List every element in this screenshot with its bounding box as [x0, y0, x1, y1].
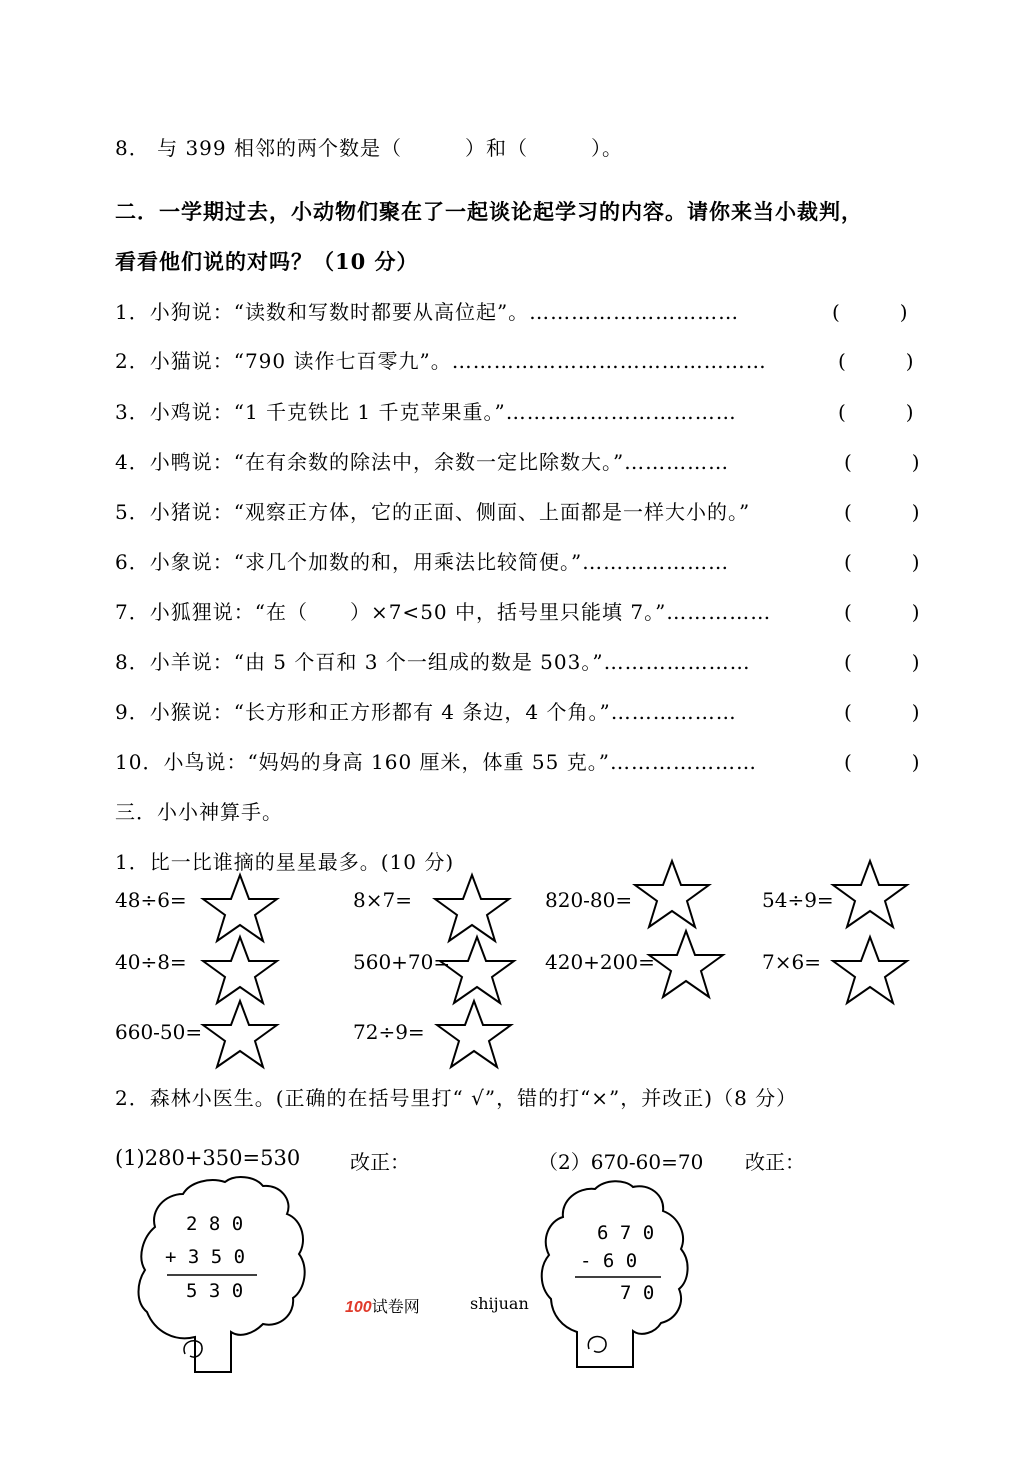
tree-drawing [537, 1177, 702, 1372]
watermark-url: shijuan [470, 1294, 529, 1313]
tree-1-line-c: 5 3 0 [186, 1280, 244, 1302]
calc-label: 820-80= [545, 888, 633, 912]
calc-label: 560+70= [353, 950, 451, 974]
watermark-name: 试卷网 [371, 1297, 420, 1316]
correction-label-2: 改正： [745, 1150, 805, 1174]
answer-paren-3[interactable]: ( ) [838, 400, 914, 424]
problem-1: (1)280+350=530 [115, 1146, 301, 1170]
star-icon[interactable] [434, 998, 514, 1070]
judge-item-7: 7．小狐狸说：“在（ ）×7<50 中，括号里只能填 7。”…………… [115, 600, 772, 624]
question-8: 8． 与 399 相邻的两个数是（ ）和（ ）。 [115, 136, 623, 160]
watermark [345, 1294, 420, 1317]
star-icon[interactable] [200, 934, 280, 1006]
watermark-logo: 100 [345, 1299, 372, 1316]
calc-label: 8×7= [353, 888, 412, 912]
answer-paren-8[interactable]: ( ) [844, 650, 920, 674]
problem-2: （2）670-60=70 [538, 1150, 704, 1174]
answer-paren-1[interactable]: ( ) [832, 300, 908, 324]
correction-label-1: 改正： [350, 1150, 410, 1174]
answer-paren-5[interactable]: ( ) [844, 500, 920, 524]
star-icon[interactable] [830, 858, 910, 930]
star-icon[interactable] [437, 934, 517, 1006]
star-icon[interactable] [830, 934, 910, 1006]
answer-paren-10[interactable]: ( ) [844, 750, 920, 774]
calc-label: 660-50= [115, 1020, 203, 1044]
answer-paren-4[interactable]: ( ) [844, 450, 920, 474]
star-icon[interactable] [200, 998, 280, 1070]
judge-item-1: 1．小狗说：“读数和写数时都要从高位起”。………………………… [115, 300, 740, 324]
calc-label: 72÷9= [353, 1020, 425, 1044]
tree-1-line-a: 2 8 0 [186, 1213, 244, 1235]
section-2-title-line1: 二．一学期过去，小动物们聚在了一起谈论起学习的内容。请你来当小裁判， [115, 199, 863, 224]
tree-2-line-c: 7 0 [620, 1282, 655, 1304]
calc-label: 7×6= [762, 950, 821, 974]
tree-drawing [135, 1172, 310, 1377]
star-icon[interactable] [646, 928, 726, 1000]
judge-item-9: 9．小猴说：“长方形和正方形都有 4 条边，4 个角。”……………… [115, 700, 737, 724]
judge-item-2: 2．小猫说：“790 读作七百零九”。……………………………………… [115, 349, 767, 373]
judge-item-4: 4．小鸭说：“在有余数的除法中，余数一定比除数大。”…………… [115, 450, 730, 474]
section-3-sub1: 1．比一比谁摘的星星最多。(10 分) [115, 850, 455, 874]
section-2-title-line2: 看看他们说的对吗？（10 分） [115, 249, 419, 274]
tree-2-line-b: - 6 0 [580, 1250, 638, 1272]
section-3-sub2: 2．森林小医生。(正确的在括号里打“ √”，错的打“×”，并改正)（8 分） [115, 1086, 798, 1110]
judge-item-5: 5．小猪说：“观察正方体，它的正面、侧面、上面都是一样大小的。” [115, 500, 751, 524]
answer-paren-2[interactable]: ( ) [838, 349, 914, 373]
judge-item-8: 8．小羊说：“由 5 个百和 3 个一组成的数是 503。”………………… [115, 650, 751, 674]
calc-label: 54÷9= [762, 888, 834, 912]
section-3-title: 三．小小神算手。 [115, 800, 283, 824]
judge-item-6: 6．小象说：“求几个加数的和，用乘法比较简便。”………………… [115, 550, 730, 574]
calc-label: 420+200= [545, 950, 655, 974]
judge-item-3: 3．小鸡说：“1 千克铁比 1 千克苹果重。”…………………………… [115, 400, 737, 424]
star-icon[interactable] [632, 858, 712, 930]
answer-paren-9[interactable]: ( ) [844, 700, 920, 724]
calc-label: 40÷8= [115, 950, 187, 974]
answer-paren-7[interactable]: ( ) [844, 600, 920, 624]
tree-1-line-b: + 3 5 0 [165, 1246, 246, 1268]
tree-2-line-a: 6 7 0 [597, 1222, 655, 1244]
calc-label: 48÷6= [115, 888, 187, 912]
judge-item-10: 10．小鸟说：“妈妈的身高 160 厘米，体重 55 克。”………………… [115, 750, 757, 774]
answer-paren-6[interactable]: ( ) [844, 550, 920, 574]
